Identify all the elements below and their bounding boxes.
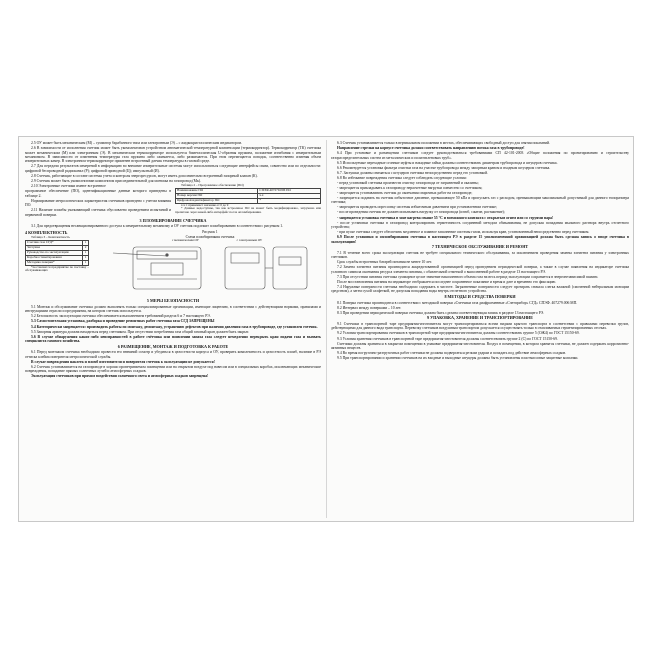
figure-label-electronic: с электронным ОУ xyxy=(236,238,263,243)
paragraph-2-7: 2.7 Для передачи результатов измерений в информацию во внешние измерительные системы могут использоваться следующие интерфейсы связи, совместно или по отдельности: цифровой беспроводной радиоканал (Р); цифровой проводной (Ц); импульсный (И). xyxy=(25,164,321,173)
left-page xyxy=(25,141,321,517)
table-cell: СПЭФ.407279.006 ПО xyxy=(258,188,321,193)
paragraph-6-1: 6.1 Перед монтажом счетчика необходимо провести его внешний осмотр и убедиться в целостности корпуса и ОУ, проверить комплектность и целостность пломб, наличие в РЭ оттиска клейма поверителя метрологической службы. xyxy=(25,350,321,359)
paragraph-9-5: 9.5 При транспортировании и хранении счетчиков на их входные и выходные штуцеры должны быть установлены пластмассовые защитные колпачки. xyxy=(337,356,579,361)
paragraph-7-3: 7.3 При отсутствии питания счетчика суммарное целое значение накопленного объема газа на весь период эксплуатации сохраняется в энергонезависимой памяти. xyxy=(337,274,599,279)
meter-sealing-drawing xyxy=(93,243,321,293)
list-item: - при пуске счетчика следует обеспечить медленное и плавное заполнение системы газом, используя кран, установленный непосредственно перед счетчиком. xyxy=(337,230,590,235)
paragraph-2-9: 2.9 Счетчик может быть укомплектован комплектом присоединительной для монтажа на газопровод (Мк). xyxy=(31,179,202,183)
paragraph-8-2: 8.2 Интервал между поверками – 10 лет. xyxy=(337,305,402,310)
paragraph-9-4: 9.4 Во время погрузочно-разгрузочных работ счетчики не должны подвергаться резким ударам и попадать под действие атмосферных осадков. xyxy=(337,351,567,356)
list-item: - запрещается установка счетчика в зоне нагрева свыше 55 °С и возможного контакта с открытым огнем или со струями пара! xyxy=(337,215,554,220)
paragraph-7-4: 7.4 Наружные поверхности счетчика необходимо содержать в чистоте. Загрязненные поверхности следует протирать сначала слегка влажной (смоченной нейтральным моющим средством), а затем сухой салфеткой, не допуская попадания воды внутрь отсчетного устройства. xyxy=(331,284,629,294)
paragraph-7-3b: После восстановления питания на индикаторе отображается последнее сохраненное показание и время и дате и временно его фиксацию. xyxy=(337,279,557,284)
paragraph-6-9: 6.9 После установки и опломбирования счетчика в настоящем РЭ в разделе 15 уполномоченной организацией должна быть сделана запись о вводе счетчика в эксплуатацию! xyxy=(331,235,629,244)
paragraph-6-5: 6.5 Используемые переходные сгонные муфты и накидные гайки должны соответствовать диаметрам трубопровода и штуцеров счетчика. xyxy=(337,160,558,165)
table-cell: * xyxy=(258,198,321,203)
paragraph-5-1: 5.1 Монтаж и обслуживание счетчика должно выполнять только специализированные организации, имеющие лицензию, в соответствии с действующими нормами, правилами и инструкциями отрасли и предприятия, на котором счетчик используется. xyxy=(25,304,321,314)
section-9-heading: 9 УПАКОВКА, ХРАНЕНИЕ И ТРАНСПОРТИРОВАНИЕ xyxy=(427,315,533,321)
list-item: - запрещается устанавливать счетчик до окончания сварочных работ на газопроводе; xyxy=(337,190,473,195)
table-cell: Наименование ПО xyxy=(176,188,258,193)
section-5-heading: 5 МЕРЫ БЕЗОПАСНОСТИ xyxy=(146,298,200,304)
figure-label: Рисунок 1 xyxy=(202,229,218,234)
software-table-block xyxy=(175,184,321,218)
paragraph-2-11: 2.11 Наличие пломбы указывающий счетчика обусловлено проведением испытаний и первичной поверки. xyxy=(25,208,171,217)
paragraph-5-2: 5.2 Безопасность эксплуатации счетчика обеспечивается выполнением требований раздела 6 и 7 настоящего РЭ. xyxy=(31,314,211,319)
paragraph-8-1: 8.1 Поверка счетчика производится в соответствии с методикой поверки «Счетчики газа диафрагменные «Счетприбор» СГД» СПЭФ. 407279.006 МП. xyxy=(337,300,578,305)
section-8-heading: 8 МЕТОДЫ И СРЕДСТВА ПОВЕРКИ xyxy=(444,294,516,300)
table-cell: Методика поверки* xyxy=(26,260,83,265)
paragraph-8-3: 8.3 При проведении периодической поверки счетчика должна быть сделана соответствующая запись в разделе 13 настоящего РЭ. xyxy=(337,310,545,315)
paragraph-2-10: 2.10 Электронные счетчики имеют встроенное xyxy=(31,184,106,189)
paragraph-6-2: 6.2 Счетчик устанавливается на газопроводе в хорошо проветриваемом помещении или на открытом воздухе под навесом или в специальных коробах, исключающих механические повреждения, попадание прямых солнечных лучей и атмосферных осадков. xyxy=(25,364,321,374)
paragraph-2-10-cont: программное обеспечение (ПО), идентификационные данные которого приведены в таблице 2. xyxy=(25,189,171,198)
right-page xyxy=(331,141,629,517)
paragraph-6-3: 6.3 Счетчик устанавливается только в вертикальном положении в местах, обеспечивающих свободный доступ для снятия показаний. xyxy=(337,141,550,145)
table-cell: 1 xyxy=(83,241,89,246)
figure-label-mechanical: с механическим ОУ xyxy=(171,238,199,243)
paragraph-5-6: 5.6 В случае обнаружения каких-либо неисправностей в работе счётчика или появлении запаха газа следует немедленно перекрыть кран подачи газа и вызвать специалиста газового хозяйства. xyxy=(25,334,321,344)
paragraph-3-1: 3.1 Для предотвращения несанкционированного доступа к измерительному механизму и ОУ счетчик подлежит пломбированию в соответствии с рисунком 1. xyxy=(31,224,284,229)
table-cell: Счетчик газа СГД* xyxy=(26,241,83,246)
paragraph-6-4: 6.4 При установке и размещении счетчиков следует руководствоваться требованиями СП 42-101-2003 «Общие положения по проектированию и строительству газораспределительных систем из металлических и полиэтиленовых труб». xyxy=(331,151,629,160)
paragraph-6-3-warning: Направление стрелки на корпусе счетчика должно соответствовать направлению потока газа в трубопроводе! xyxy=(337,146,525,151)
list-item: - после проведения счетчик не должен испытывать нагрузку от газопровода (изгиб, сжатие, растяжение); xyxy=(337,210,505,215)
table-cell: x.x xyxy=(258,193,321,198)
page-divider xyxy=(326,140,327,518)
table-cell: Заглушка xyxy=(26,246,83,251)
table2-note-2: * Данные недоступны, так как встроенное ПО не может быть модифицировано, загружено или прочитано через какой-либо интерфейс после опломбирования. xyxy=(175,206,321,215)
paragraph-2-8: 2.8 Счетчик, работающие в составе системы учета и контроля энергоресурсов, могут иметь дополнительно встроенный запорный клапан (К). xyxy=(31,173,258,178)
paragraph-6-6: 6.6 Рекомендуется установка фильтра очистки газа на участке трубопровода между запорным краном и входным штуцером счетчика. xyxy=(337,165,551,170)
list-item: - запрещается проводить опрессовку системы избыточным давлением при установленном счетчике; xyxy=(337,205,497,210)
software-text xyxy=(25,184,171,218)
paragraph-9-2: 9.2 Условия транспортирования счетчиков в транспортной таре предприятия-изготовителя должны соответствовать группе 5 (ОЖ4) по ГОСТ 15150-69. xyxy=(337,331,580,336)
paragraph-7-1b: Срок службы встроенных батарей питания не менее 10 лет. xyxy=(337,260,432,265)
figure-title: Схема пломбирования счетчика xyxy=(185,234,235,239)
paragraph-6-2-warning: Эксплуатация счетчиков при прямом воздействии солнечного света и атмосферных осадков запрещена! xyxy=(31,374,209,379)
scheme-row xyxy=(25,229,321,298)
table2-note-1: x.x ≥ принимает значение от 0 до 9 xyxy=(181,202,229,207)
paragraph-7-1: 7.1 В течение всего срока эксплуатации счетчик не требует специального технического обслуживания, за исключением проведения замены элемента питания у электронных счетчиков. xyxy=(331,250,629,260)
table3-note: *поставляется предприятие по поставку – обслуживающих xyxy=(25,264,89,273)
section-6-heading: 6 РАЗМЕЩЕНИЕ, МОНТАЖ И ПОДГОТОВКА К РАБОТЕ xyxy=(117,343,229,349)
figure-1 xyxy=(93,229,321,298)
paragraph-norm: Нормирование метрологических характеристик счетчиков проведено с учетом влияния ПО. xyxy=(25,198,171,208)
table-cell: Коробка гпакетирования xyxy=(26,255,83,260)
paragraph-6-7: 6.7. Заглушки должны сниматься с штуцеров счетчика непосредственно перед его установкой. xyxy=(337,170,489,175)
section-7-heading: 7 ТЕХНИЧЕСКОЕ ОБСЛУЖИВАНИЕ И РЕМОНТ xyxy=(431,244,529,250)
meter-side-view xyxy=(225,247,307,289)
table-cell: 1 xyxy=(83,260,89,265)
paragraph-2-5: 2.5 ОУ может быть механическим (М) – сумматор барабанного типа или электронным (Э) – с жидкокристаллическим индикатором. xyxy=(31,141,242,145)
paragraph-5-5: 5.5 Запорная арматура должна находиться перед счетчиком. При отсутствии потребления газа общий газовый кран должен быть закрыт. xyxy=(31,329,249,334)
section-4-heading: 4 КОМПЛЕКТНОСТЬ xyxy=(25,229,68,235)
kit-table xyxy=(25,240,89,266)
paragraph-7-2: 7.2 Замена элемента питания производится аккредитованной организацией перед проведением периодической поверки, а также в случае появления на индикаторе счетчика условного символа окончания ресурса элемента питания, с обязательной отметкой о выполненной работе в разделе 13 настоящего РЭ. xyxy=(331,265,629,274)
meter-front-view xyxy=(113,247,201,289)
table2-caption: Таблица 2 – Программное обеспечение (ПО) xyxy=(181,183,244,188)
table3-caption: Таблица 3 – Комплектность xyxy=(31,235,70,240)
section-3-heading: 3 ПЛОМБИРОВАНИЕ СЧЕТЧИКА xyxy=(139,217,207,223)
paragraph-6-8: 6.8 Во избежание повреждения счетчика следует соблюдать следующие условия: xyxy=(337,175,467,180)
table-cell: 1 xyxy=(83,250,89,255)
paragraph-6-1-warning: В случае повреждения наклеек и пломб изготовителя и поверителя счетчик к эксплуатации не допускается! xyxy=(31,359,215,364)
list-item: - после установки счетчика в газопровод контролировать герметичность соединений методом обмыливания, не допуская попадания мыльного раствора внутрь отсчетного устройства; xyxy=(331,220,629,230)
kit-block xyxy=(25,229,89,273)
table-cell: Руководство по эксплуатации xyxy=(26,250,83,255)
paragraph-5-3: 5.3 Самостоятельная установка, разборка и проведение ремонтных работ счетчика газа СГД ЗАПРЕЩЕНЫ xyxy=(31,319,215,324)
list-item: - перед установкой счетчика произвести очистку газопровода от загрязнений и окалины; xyxy=(337,180,479,185)
table-cell: 2 xyxy=(83,246,89,251)
paragraph-5-4: 5.4 Категорически запрещается: производить работы по монтажу, демонтажу, устранению дефектов при наличии давления газа в трубопроводе, где установлен счетчик. xyxy=(31,324,318,329)
paragraph-9-3: 9.3 Условия хранения счетчиков в транспортной таре предприятия-изготовителя должны соответствовать группе 2 (С) по ГОСТ 15150-69. xyxy=(337,336,558,341)
document-spread xyxy=(18,136,634,522)
paragraph-9-1: 9.1 Счетчики в транспортной таре предприятия-изготовителя могут транспортироваться всеми видами крытого транспорта в соответствии с правилами перевозки грузов, действующими для данного вида транспорта. Перевозку счетчиков воздушным транспортом допускается осуществлять только в отапливаемых герметизированных отсеках. xyxy=(331,321,629,331)
paragraph-9-3b: Счетчики должны храниться в закрытом помещении в упаковке предприятия-изготовителя. Воздух в помещении, в котором хранятся счетчики, не должен содержать коррозионно-активных веществ. xyxy=(331,341,629,350)
list-item: - запрещается прикладывать к газопроводу нерасчетные нагрузки совместно со счетчиком; xyxy=(337,185,483,190)
table-cell: Номер версии ПО xyxy=(176,193,258,198)
software-table xyxy=(175,188,321,204)
list-item: - запрещается подавать на счетчик избыточное давление, превышающее 50 кПа и пропускать газ с расходом, превышающим максимальный допустимый для данного типоразмера счетчика; xyxy=(331,195,629,205)
table-cell: 1 xyxy=(83,255,89,260)
paragraph-2-6: 2.6 В зависимости от исполнения счетчик может быть укомплектован устройством автоматической температурной компенсации (термокорректор). Термокорректор (ТК) счетчика может механическим (М) или электронным (Э). В механическом термокорректоре используется биметаллическая U-образная пружина, положение изгибания с измерительным механизмом. В зависимости от изменения температуры газа пружина либо сжимается, либо разжимается. При этом перемещается поводок, соответственно изменяя объем измерительных камер. В электронном термокорректоре применен встроенный датчик температуры в газовой среде. xyxy=(25,146,321,164)
software-block xyxy=(25,184,321,218)
table-cell: Цифровой идентификатор ПО xyxy=(176,198,258,203)
